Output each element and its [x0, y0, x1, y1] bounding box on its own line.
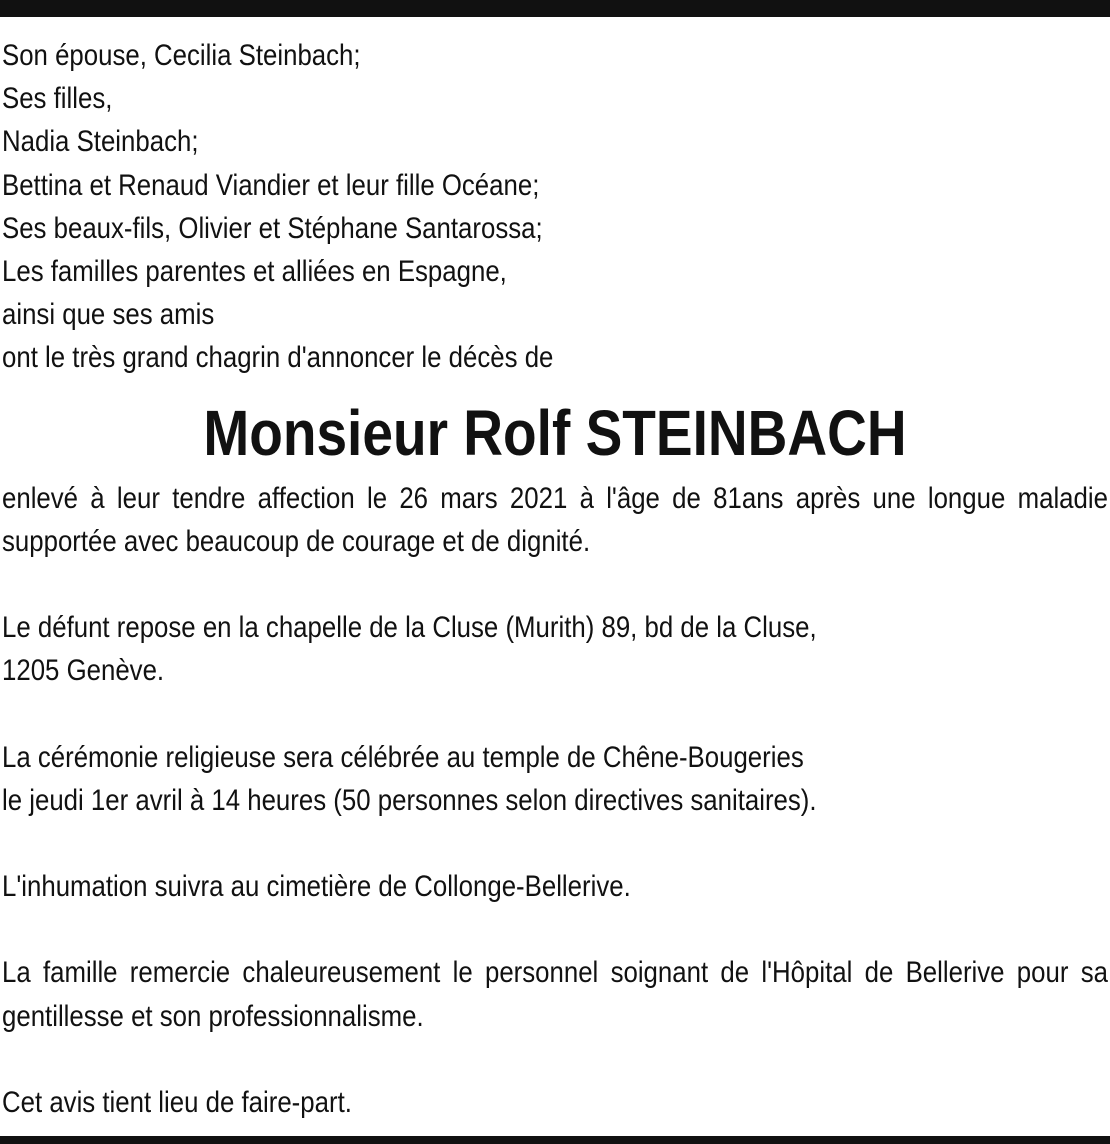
burial-line: L'inhumation suivra au cimetière de Collonge-Bellerive.	[2, 870, 631, 904]
family-line-spouse: Son épouse, Cecilia Steinbach;	[2, 39, 361, 72]
spacer	[2, 908, 1108, 951]
thanks-paragraph: La famille remercie chaleureusement le personnel soignant de l'Hôpital de Bellerive pour sa gentillesse et son professionnalisme.	[2, 956, 1108, 1033]
family-line-sons-in-law: Ses beaux-fils, Olivier et Stéphane Santarossa;	[2, 211, 543, 245]
deceased-name: Monsieur Rolf STEINBACH	[203, 396, 907, 469]
family-line-bettina: Bettina et Renaud Viandier et leur fille Océane;	[2, 168, 540, 202]
family-line-daughters: Ses filles,	[2, 82, 113, 116]
family-line-announcement: ont le très grand chagrin d'annoncer le décès de	[2, 341, 554, 375]
spacer	[2, 822, 1108, 865]
spacer	[2, 563, 1108, 606]
ceremony-line-1: La cérémonie religieuse sera célébrée au temple de Chêne-Bougeries	[2, 740, 804, 774]
obituary-notice	[2, 34, 1108, 1124]
spacer	[2, 1038, 1108, 1081]
bottom-border-rule	[0, 1136, 1110, 1144]
rest-place-line-2: 1205 Genève.	[2, 654, 165, 688]
spacer	[2, 693, 1108, 736]
family-line-relatives: Les familles parentes et alliées en Espagne,	[2, 255, 507, 289]
family-line-nadia: Nadia Steinbach;	[2, 125, 199, 159]
family-line-friends: ainsi que ses amis	[2, 298, 215, 332]
top-border-rule	[0, 0, 1110, 17]
death-notice-paragraph: enlevé à leur tendre affection le 26 mars 2021 à l'âge de 81ans après une longue maladie supportée avec beaucoup de courage et de dignité.	[2, 481, 1108, 558]
rest-place-line-1: Le défunt repose en la chapelle de la Cluse (Murith) 89, bd de la Cluse,	[2, 611, 817, 645]
family-list	[2, 34, 1108, 380]
closing-line: Cet avis tient lieu de faire-part.	[2, 1085, 352, 1119]
ceremony-line-2: le jeudi 1er avril à 14 heures (50 personnes selon directives sanitaires).	[2, 783, 817, 817]
